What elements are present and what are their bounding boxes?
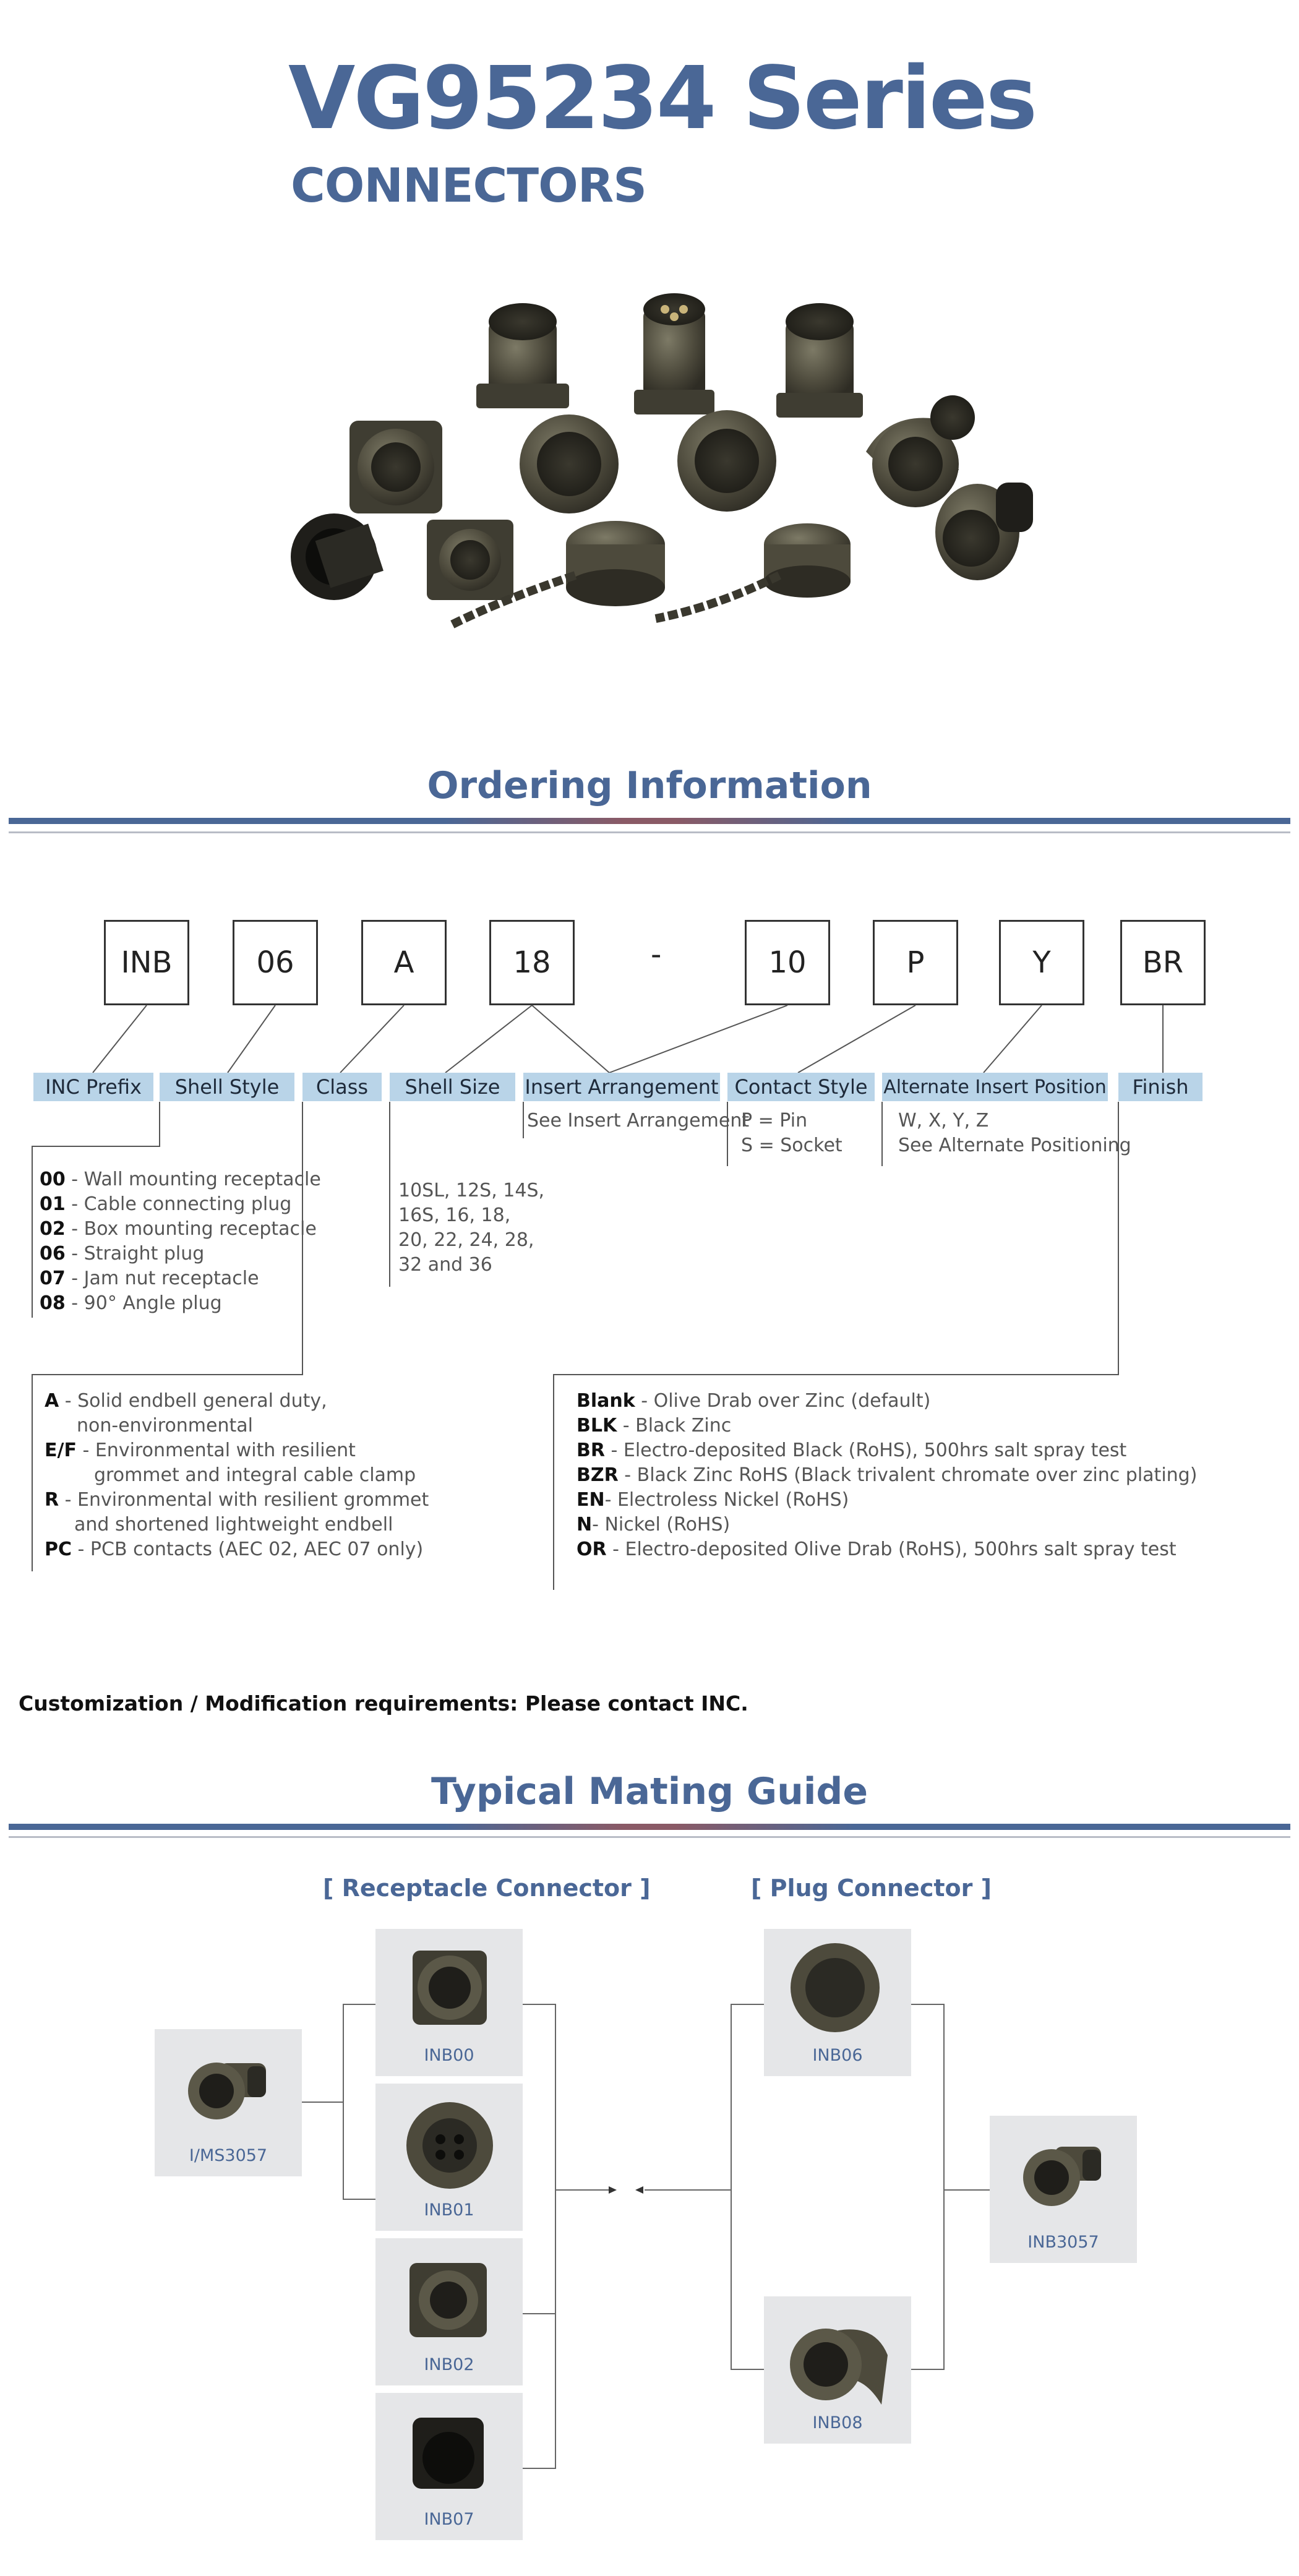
class-desc: - PCB contacts (AEC 02, AEC 07 only) (72, 1539, 424, 1560)
shell-size-line: 16S, 16, 18, (398, 1204, 511, 1226)
code-box-contact-style: P (873, 920, 958, 1005)
card-inb08 (764, 2296, 911, 2444)
shell-size-line: 20, 22, 24, 28, (398, 1229, 534, 1251)
shell-style-desc: - 90° Angle plug (65, 1292, 222, 1314)
card-inb00 (375, 1929, 523, 2076)
class-code: E/F (45, 1440, 77, 1461)
shell-style-code: 02 (40, 1218, 66, 1240)
shell-style-desc: - Jam nut receptacle (65, 1268, 259, 1289)
shell-style-code: 08 (40, 1292, 66, 1314)
class-desc: - Environmental with resilient grommet (59, 1489, 429, 1511)
alternate-position-values: W, X, Y, Z (898, 1110, 989, 1131)
shell-style-code: 01 (40, 1193, 66, 1215)
card-inb02 (375, 2238, 523, 2385)
class-code: R (45, 1489, 59, 1511)
class-desc: - Solid endbell general duty, (59, 1390, 327, 1412)
receptacle-heading: [ Receptacle Connector ] (323, 1874, 651, 1902)
card-label: INB07 (424, 2510, 474, 2529)
label-contact-style: Contact Style (727, 1073, 875, 1101)
alternate-position-note: See Alternate Positioning (898, 1135, 1131, 1156)
card-inb01 (375, 2084, 523, 2231)
code-box-finish: BR (1120, 920, 1206, 1005)
customization-note: Customization / Modification requirements: Please contact INC. (19, 1691, 748, 1715)
finish-code: OR (577, 1539, 607, 1560)
class-desc: - Environmental with resilient (76, 1440, 356, 1461)
finish-desc: - Electro-deposited Olive Drab (RoHS), 500hrs salt spray test (606, 1539, 1177, 1560)
page-title: VG95234 Series (288, 48, 1036, 149)
code-box-alternate-position: Y (999, 920, 1084, 1005)
card-ims3057 (155, 2029, 302, 2176)
shell-style-desc: - Cable connecting plug (65, 1193, 292, 1215)
card-inb06 (764, 1929, 911, 2076)
shell-style-desc: - Straight plug (65, 1243, 205, 1264)
class-code: A (45, 1390, 59, 1412)
finish-code: N (577, 1514, 593, 1535)
card-label: INB01 (424, 2200, 474, 2220)
code-box-shell-size: 18 (489, 920, 575, 1005)
card-label: INB00 (424, 2046, 474, 2065)
label-inc-prefix: INC Prefix (33, 1073, 153, 1101)
finish-code: BZR (577, 1464, 619, 1486)
code-box-insert-arrangement: 10 (745, 920, 830, 1005)
contact-style-pin: P = Pin (741, 1110, 808, 1131)
label-shell-size: Shell Size (390, 1073, 515, 1101)
code-box-prefix: INB (104, 920, 189, 1005)
card-inb3057 (990, 2116, 1137, 2263)
shell-size-line: 10SL, 12S, 14S, (398, 1180, 545, 1201)
ordering-section-title: Ordering Information (427, 764, 872, 807)
shell-size-line: 32 and 36 (398, 1254, 492, 1276)
code-box-class: A (361, 920, 447, 1005)
contact-style-socket: S = Socket (741, 1135, 842, 1156)
plug-heading: [ Plug Connector ] (751, 1874, 992, 1902)
class-code: PC (45, 1539, 72, 1560)
finish-desc: - Electro-deposited Black (RoHS), 500hrs salt spray test (604, 1440, 1127, 1461)
card-label: INB08 (812, 2413, 863, 2432)
shell-style-desc: - Box mounting receptacle (65, 1218, 317, 1240)
card-label: INB02 (424, 2355, 474, 2374)
finish-desc: - Black Zinc (617, 1415, 732, 1436)
insert-arrangement-note: See Insert Arrangement (527, 1110, 750, 1131)
card-inb07 (375, 2393, 523, 2540)
page-subtitle: CONNECTORS (291, 158, 646, 213)
class-desc-cont: grommet and integral cable clamp (94, 1464, 416, 1486)
finish-code: BR (577, 1440, 605, 1461)
shell-style-code: 00 (40, 1169, 66, 1190)
card-label: I/MS3057 (189, 2146, 268, 2165)
class-desc-cont: and shortened lightweight endbell (74, 1514, 393, 1535)
label-shell-style: Shell Style (160, 1073, 294, 1101)
card-label: INB3057 (1027, 2233, 1099, 2252)
finish-code: BLK (577, 1415, 617, 1436)
label-class: Class (302, 1073, 382, 1101)
finish-code: Blank (577, 1390, 635, 1412)
mating-section-title: Typical Mating Guide (431, 1770, 868, 1813)
code-box-shell-style: 06 (233, 920, 318, 1005)
finish-desc: - Electroless Nickel (RoHS) (604, 1489, 849, 1511)
label-alternate-position: Alternate Insert Position (882, 1073, 1108, 1101)
shell-style-code: 06 (40, 1243, 66, 1264)
card-label: INB06 (812, 2046, 863, 2065)
code-separator: - (651, 937, 662, 972)
class-desc-cont: non-environmental (77, 1415, 253, 1436)
label-insert-arrangement: Insert Arrangement (523, 1073, 720, 1101)
shell-style-code: 07 (40, 1268, 66, 1289)
shell-style-desc: - Wall mounting receptacle (65, 1169, 321, 1190)
finish-desc: - Black Zinc RoHS (Black trivalent chromate over zinc plating) (618, 1464, 1198, 1486)
label-finish: Finish (1118, 1073, 1203, 1101)
finish-code: EN (577, 1489, 605, 1511)
finish-desc: - Olive Drab over Zinc (default) (635, 1390, 931, 1412)
finish-desc: - Nickel (RoHS) (592, 1514, 731, 1535)
